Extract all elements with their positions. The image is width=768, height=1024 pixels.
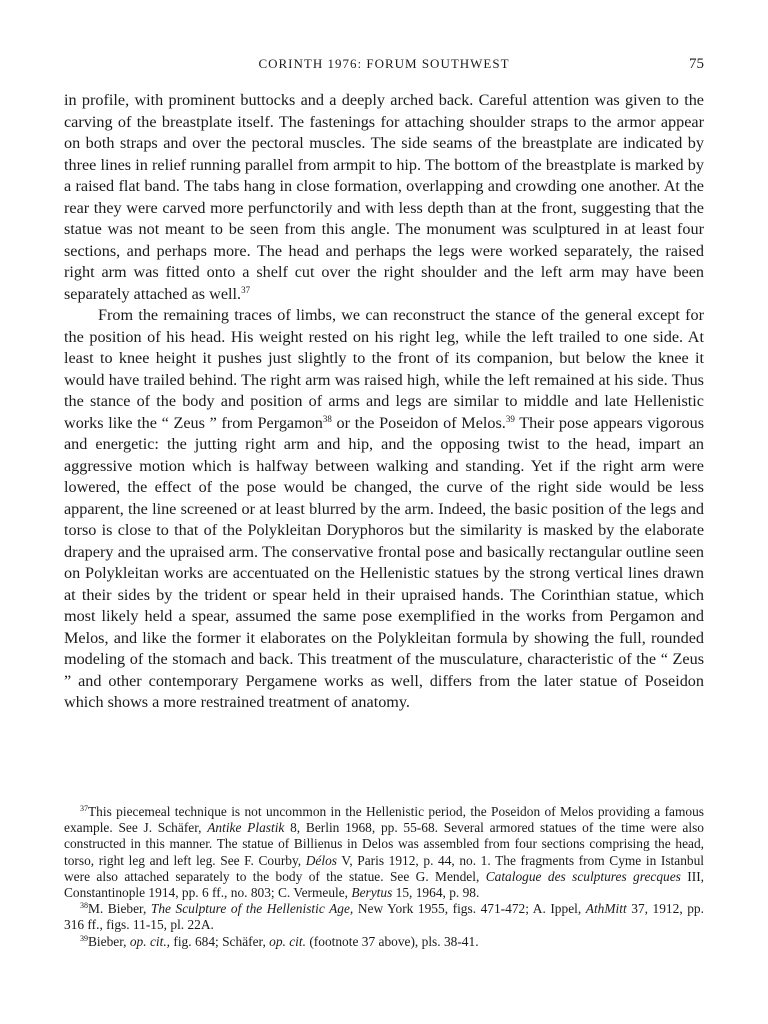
footnote-text: 37, 1912, pp. 316 ff., figs. 11-15, pl. 22A.	[64, 901, 704, 933]
footnote-number: 39	[80, 933, 88, 943]
footnote-title: Antike Plastik	[207, 820, 285, 836]
running-title: CORINTH 1976: FORUM SOUTHWEST	[258, 56, 510, 71]
footnote-text: (footnote 37 above), pls. 38-41.	[305, 933, 479, 949]
footnote-38	[64, 901, 704, 933]
footnote-37	[64, 804, 704, 901]
footnote-39	[64, 934, 704, 950]
footnote-number: 38	[80, 901, 88, 911]
footnote-title: The Sculpture of the Hellenistic Age,	[150, 901, 354, 917]
footnote-ref-37[interactable]: 37	[241, 284, 251, 295]
footnote-title: AthMitt	[585, 901, 627, 917]
footnote-text: New York 1955, figs. 471-472; A. Ippel,	[353, 901, 586, 917]
paragraph-2-text-b: or the Poseidon of Melos.	[331, 413, 506, 432]
footnote-text: 8, Berlin 1968, pp. 55-68. Several armored statues of the time were also constructed in this manner. The statue of Billienus in Delos was assembled from four sections comprising the head, torso, right leg and left leg. See F. Courby,	[64, 820, 704, 868]
footnote-ref-38[interactable]: 38	[322, 413, 332, 424]
footnote-title: Délos	[305, 852, 338, 868]
page-number: 75	[689, 56, 704, 72]
paragraph-2	[64, 305, 704, 714]
paragraph-1-text: in profile, with prominent buttocks and a deeply arched back. Careful attention was given to the carving of the breastplate itself. The fastenings for attaching shoulder straps to the armor appear on both straps and over the pectoral muscles. The side seams of the breastplate are indicated by three lines in relief running parallel from armpit to hip. The bottom of the breastplate is marked by a raised flat band. The tabs hang in close formation, overlapping and crowding one another. At the rear they were carved more perfunctorily and with less depth than at the front, suggesting that the statue was not meant to be seen from this angle. The monument was sculptured in at least four sections, and perhaps more. The head and perhaps the legs were worked separately, the raised right arm was fitted onto a shelf cut over the right shoulder and the left arm may have been separately attached as well.	[64, 91, 704, 303]
paragraph-2-text-c: Their pose appears vigorous and energetic: the jutting right arm and hip, and the opposing twist to the head, impart an aggressive motion which is halfway between walking and standing. Yet if the right arm were lowered, the effect of the pose would be changed, the curve of the right side would be less apparent, the line screened or at least blurred by the arm. Indeed, the basic position of the legs and torso is close to that of the Polykleitan Doryphoros but the similarity is masked by the elaborate drapery and the upraised arm. The conservative frontal pose and basically rectangular outline seen on Polykleitan works are accentuated on the Hellenistic statues by the strong vertical lines drawn at their sides by the trident or spear held in their upraised hands. The Corinthian statue, which most likely held a spear, assumed the same pose exemplified in the works from Pergamon and Melos, and like the former it elaborates on the Polykleitan formula by showing the full, rounded modeling of the stomach and back. This treatment of the musculature, characteristic of the “ Zeus ” and other contemporary Pergamene works as well, differs from the later statue of Poseidon which shows a more restrained treatment of anatomy.	[64, 413, 704, 711]
footnote-title: Berytus	[351, 885, 393, 901]
running-head	[64, 54, 704, 74]
footnote-text: This piecemeal technique is not uncommon in the Hellenistic period, the Poseidon of Melos providing a famous example. See J. Schäfer,	[64, 804, 704, 836]
footnote-text: M. Bieber,	[88, 901, 151, 917]
footnote-text: Bieber,	[88, 933, 130, 949]
footnote-title: op. cit.,	[129, 933, 171, 949]
footnote-title: op. cit.	[269, 933, 306, 949]
body-text	[64, 90, 704, 714]
footnote-text: fig. 684; Schäfer,	[170, 933, 270, 949]
footnote-title: Catalogue des sculptures grecques	[485, 868, 681, 884]
footnote-text: III, Constantinople 1914, pp. 6 ff., no. 803; C. Vermeule,	[64, 868, 704, 901]
footnote-number: 37	[80, 804, 88, 813]
footnote-text: V, Paris 1912, p. 44, no. 1. The fragments from Cyme in Istanbul were also attached separately to the body of the statue. See G. Mendel,	[64, 852, 705, 884]
footnotes	[64, 804, 704, 950]
footnote-text: 15, 1964, p. 98.	[392, 885, 480, 901]
footnote-ref-39[interactable]: 39	[505, 413, 515, 424]
paragraph-1	[64, 90, 704, 305]
paragraph-2-text-a: From the remaining traces of limbs, we can reconstruct the stance of the general except for the position of his head. His weight rested on his right leg, while the left trailed to one side. At least to knee height it pushes just slightly to the front of its companion, but below the knee it would have trailed behind. The right arm was raised high, while the left remained at his side. Thus the stance of the body and position of arms and legs are similar to middle and late Hellenistic works like the “ Zeus ” from Pergamon	[64, 306, 704, 432]
